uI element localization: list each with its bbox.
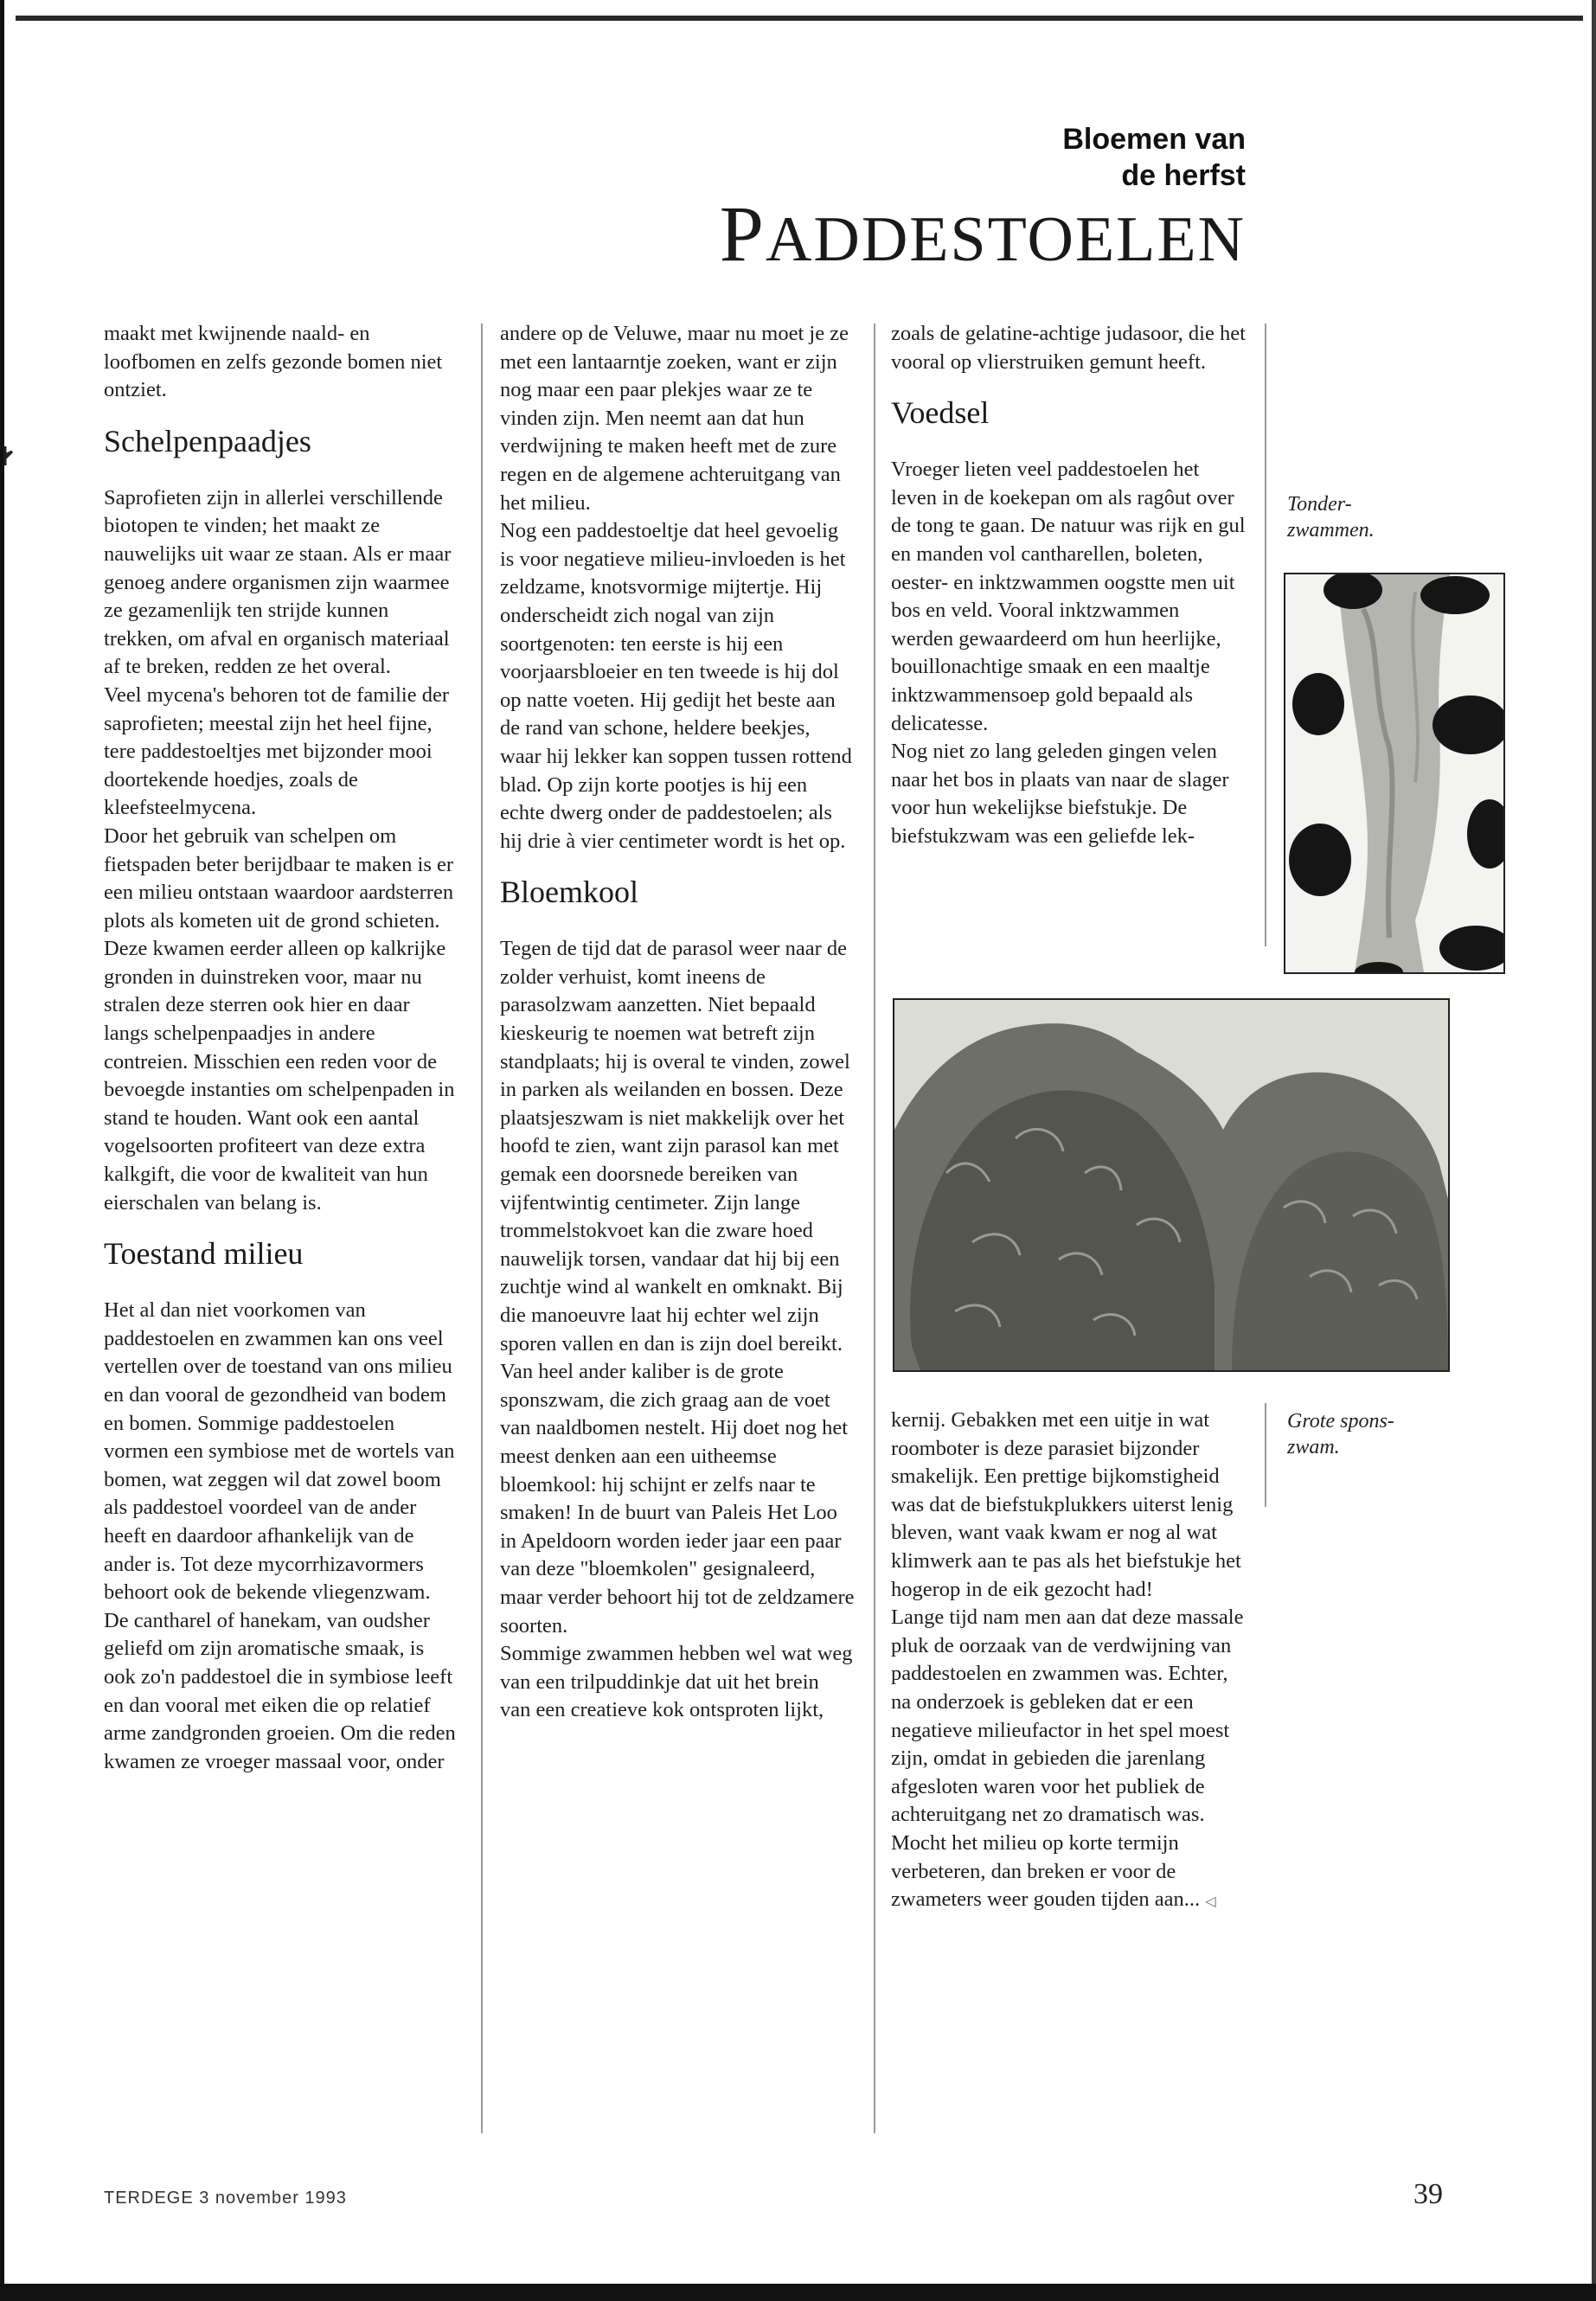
section-kicker	[1062, 121, 1246, 194]
article-column-3-bottom	[891, 1407, 1246, 1917]
tonderzwammen-image	[1285, 574, 1503, 972]
subheading-bloemkool: Bloemkool	[500, 875, 638, 910]
paragraph: Nog niet zo lang geleden gingen velen naar het bos in plaats van naar de slager voor hun wekelijkse biefstukje. De biefstukzwam was een geliefde lek-	[891, 740, 1229, 848]
page-top-border	[16, 16, 1583, 21]
photo-grote-sponszwam	[893, 998, 1450, 1372]
paragraph: Vroeger lieten veel paddestoelen het leven in de koekepan om als ragôut over de tong te gaan. De natuur was rijk en gul en manden vol cantharellen, boleten, oester- en inktzwammen oogstte men uit bos en veld. Vooral inktzwammen werden gewaardeerd om hun heerlijke, bouillonachtige smaak en een maaltje inktzwammensoep gold bepaald als delicatesse.	[891, 458, 1246, 735]
paragraph: maakt met kwijnende naald- en loofbomen en zelfs gezonde bomen niet ontziet.	[104, 322, 443, 402]
subheading-schelpenpaadjes: Schelpenpaadjes	[104, 423, 311, 458]
scan-edge-left	[0, 0, 4, 2301]
scan-edge-bottom	[0, 2284, 1596, 2301]
paragraph: Door het gebruik van schelpen om fietspaden beter berijdbaar te maken is er een milieu ontstaan waardoor aardsterren plots als kometen uit de grond schieten. Deze kwamen eerder alleen op kalkrijke gronden in duinstreken voor, maar nu stralen deze sterren ook hier en daar langs schelpenpaadjes in andere contreien. Misschien een reden voor de bevoegde instanties om schelpenpaden in stand te houden. Want ook een aantal vogelsoorten profiteert van deze extra kalkgift, die voor de kwaliteit van hun eierschalen van belang is.	[104, 824, 455, 1215]
column-rule	[481, 324, 483, 2133]
caption-grote-sponszwam	[1287, 1408, 1394, 1460]
subheading-voedsel: Voedsel	[891, 395, 990, 431]
paragraph: Sommige zwammen hebben wel wat weg van een trilpuddinkje dat uit het brein van een creatieve kok ontsproten lijkt,	[500, 1642, 853, 1722]
caption-line: zwam.	[1287, 1436, 1340, 1458]
article-column-2	[500, 320, 855, 1725]
article-column-3-top	[891, 320, 1246, 851]
magazine-name: TERDEGE	[104, 2189, 194, 2208]
caption-line: zwammen.	[1287, 519, 1375, 542]
photo-tonderzwammen	[1284, 573, 1505, 974]
column-rule	[874, 324, 875, 2133]
paragraph	[891, 1604, 1246, 1917]
subheading-toestand-milieu: Toestand milieu	[104, 1236, 304, 1272]
footer-publication	[104, 2189, 347, 2208]
title-initial: P	[719, 189, 766, 278]
kicker-line-2: de herfst	[1121, 159, 1246, 192]
paragraph: kernij. Gebakken met een uitje in wat roomboter is deze parasiet bijzonder smakelijk. Een prettige bijkomstigheid was dat de biefstukplukkers uiterst lenig bleven, want vaak kwam er nog al wat klimwerk aan te pas als het biefstukje het hogerop in de eik gezocht had!	[891, 1408, 1241, 1601]
paragraph: Tegen de tijd dat de parasol weer naar de zolder verhuist, komt ineens de parasolzwam aanzetten. Niet bepaald kieskeurig te noemen wat betreft zijn standplaats; hij is overal te vinden, zowel in parken als weilanden en bossen. Deze plaatsjeszwam is niet makkelijk over het hoofd te zien, want zijn parasol kan met gemak een doorsnede bereiken van vijfentwintig centimeter. Zijn lange trommelstokvoet kan die zware hoed nauwelijk torsen, vandaar dat hij bij een zuchtje wind al wankelt en omknakt. Bij die manoeuvre laat hij echter wel zijn sporen vallen en dan is zijn doel bereikt.	[500, 937, 850, 1356]
margin-mark-icon	[3, 446, 19, 465]
paragraph: zoals de gelatine-achtige judasoor, die het vooral op vlierstruiken gemunt heeft.	[891, 322, 1246, 374]
paragraph: Saprofieten zijn in allerlei verschillende biotopen te vinden; het maakt ze nauwelijks uit waar ze staan. Als er maar genoeg andere organismen zijn waarmee ze gezamenlijk ten strijde kunnen trekken, om afval en organisch materiaal af te breken, redden ze het overal.	[104, 485, 452, 679]
paragraph-text: Lange tijd nam men aan dat deze massale pluk de oorzaak van de verdwijning van paddestoelen en zwammen was. Echter, na onderzoek is gebleken dat er een negatieve milieufactor in het spel moest zijn, omdat in gebieden die jarenlang afgesloten waren voor het publiek de achteruitgang net zo dramatisch was. Mocht het milieu op korte termijn verbeteren, dan breken er voor de zwameters weer gouden tijden aan...	[891, 1606, 1244, 1912]
page-title	[719, 189, 1246, 281]
title-rest: ADDESTOELEN	[765, 204, 1246, 275]
article-column-1	[104, 320, 458, 1776]
paragraph: Van heel ander kaliber is de grote sponszwam, die zich graag aan de voet van naaldbomen nestelt. Hij doet nog het meest denken aan een uitheemse bloemkool: hij schijnt er zelfs naar te smaken! In de buurt van Paleis Het Loo in Apeldoorn worden ieder jaar een paar van deze "bloemkolen" gesignaleerd, maar verder behoort hij tot de zeldzamere soorten.	[500, 1360, 855, 1638]
caption-line: Tonder-	[1287, 493, 1352, 516]
caption-line: Grote spons-	[1287, 1410, 1394, 1433]
page-number: 39	[1413, 2178, 1443, 2210]
paragraph: Het al dan niet voorkomen van paddestoelen en zwammen kan ons veel vertellen over de toestand van ons milieu en dan vooral de gezondheid van bodem en bomen. Sommige paddestoelen vormen een symbiose met de wortels van bomen, wat zeggen wil dat zowel boom als paddestoel voordeel van de ander heeft en daardoor afhankelijk van de ander is. Tot deze mycorrhizavormers behoort ook de bekende vliegenzwam.	[104, 1298, 455, 1605]
scan-edge-right	[1592, 0, 1596, 2301]
paragraph: andere op de Veluwe, maar nu moet je ze met een lantaarntje zoeken, want er zijn nog maar een paar plekjes waar ze te vinden zijn. Men neemt aan dat hun verdwijning te maken heeft met de zure regen en de algemene achteruitgang van het milieu.	[500, 322, 849, 515]
kicker-line-1: Bloemen van	[1062, 123, 1246, 156]
paragraph: Veel mycena's behoren tot de familie der saprofieten; meestal zijn het heel fijne, tere paddestoeltjes met bijzonder mooi doortekende hoedjes, zoals de kleefsteelmycena.	[104, 683, 449, 820]
end-mark-icon: ◁	[1205, 1894, 1216, 1910]
sponszwam-image	[894, 1000, 1448, 1370]
paragraph: Nog een paddestoeltje dat heel gevoelig is voor negatieve milieu-invloeden is het zeldzame, knotsvormige mijtertje. Hij onderscheidt zich nogal van zijn soortgenoten: ten eerste is hij een voorjaarsbloeier en ten tweede is hij dol op natte voeten. Hij gedijt het beste aan de rand van schone, heldere beekjes, waar hij lekker kan soppen tussen rottend blad. Op zijn korte pootjes is hij een echte dwerg onder de paddestoelen; als hij drie à vier centimeter wordt is het op.	[500, 519, 852, 853]
issue-date: 3 november 1993	[199, 2189, 347, 2208]
caption-rule	[1265, 1403, 1266, 1507]
caption-tonderzwammen	[1287, 491, 1375, 543]
caption-rule	[1265, 324, 1266, 946]
paragraph: De cantharel of hanekam, van oudsher geliefd om zijn aromatische smaak, is ook zo'n paddestoel die in symbiose leeft en dan vooral met eiken die op relatief arme zandgronden groeien. Om die reden kwamen ze vroeger massaal voor, onder	[104, 1608, 456, 1773]
